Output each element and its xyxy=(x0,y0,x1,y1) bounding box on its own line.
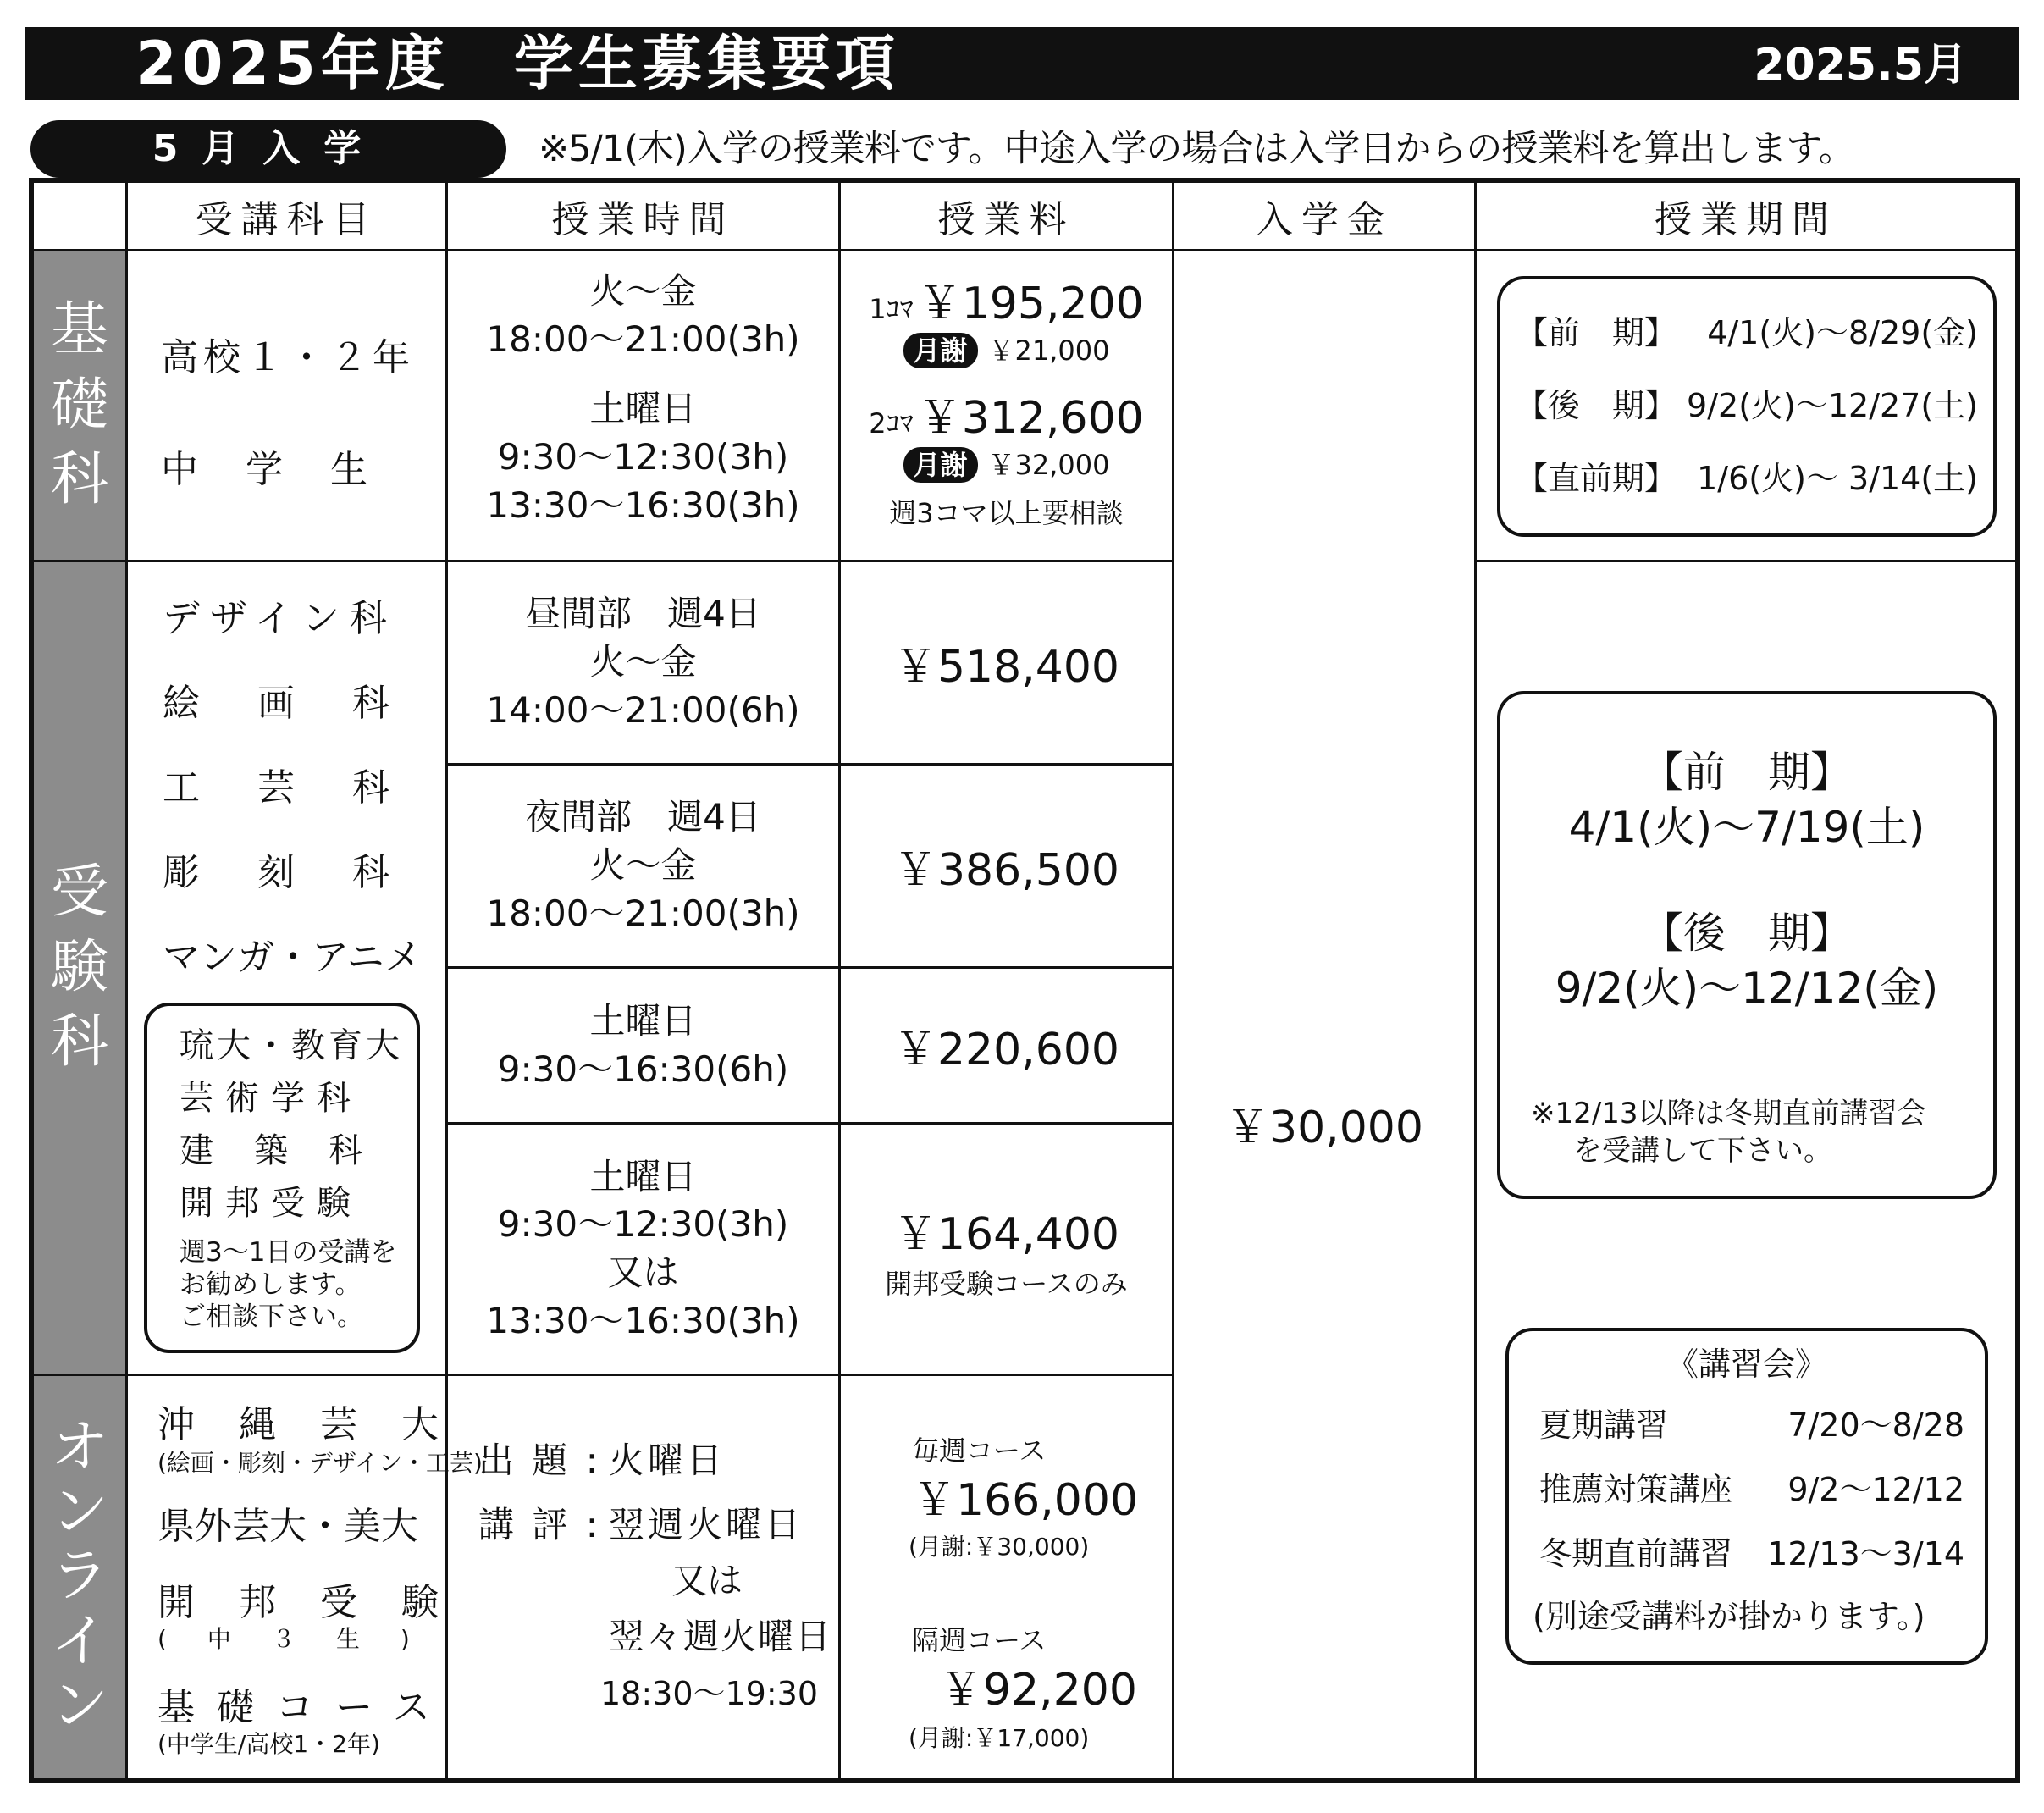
fee-saturday-half: ￥164,400 開邦受験コースのみ xyxy=(885,1208,1128,1300)
subject-kaiho-online: 開 邦 受 験 xyxy=(157,1581,442,1624)
subject-basic-online-sub: (中学生/高校1・2年) xyxy=(157,1730,380,1758)
header-bar xyxy=(25,27,2019,100)
sidebar-exam: 受 験 科 xyxy=(34,562,125,1374)
subject-basic-online: 基礎コース xyxy=(157,1686,452,1729)
subject-design: デザイン科 xyxy=(163,597,397,640)
online-fees: 毎週コース ￥166,000 (月謝:￥30,000) 隔週コース ￥92,200 (月謝:￥17,000) xyxy=(909,1434,1139,1752)
fee-2koma: ￥312,600 xyxy=(917,393,1144,444)
subject-manga-anime: マンガ・アニメ xyxy=(163,936,422,979)
basic-period-box: 【前 期】 4/1(火)～8/29(金) 【後 期】 9/2(火)～12/27(土) 【直前期】 1/6(火)～ 3/14(土) xyxy=(1497,276,1997,537)
fee-table xyxy=(29,178,2020,1783)
col-header-tuition: 授業料 xyxy=(937,198,1075,241)
col-header-period: 授業期間 xyxy=(1655,198,1837,241)
fee-saturday-full: ￥220,600 xyxy=(892,1025,1120,1075)
subject-craft: 工 芸 科 xyxy=(163,766,400,810)
sidebar-basic: 基 礎 科 xyxy=(34,251,125,560)
page-title: 2025年度 学生募集要項 xyxy=(135,29,900,98)
subject-sculpture: 彫 刻 科 xyxy=(163,851,400,894)
exam-time-day: 昼間部 週4日 火～金 14:00～21:00(6h) xyxy=(486,593,800,731)
online-schedule: 出 題 : 火曜日 講 評 : 翌週火曜日 又は 翌々週火曜日 18:30～19:30 xyxy=(478,1440,833,1712)
sidebar-online: オ ン ラ イ ン xyxy=(34,1376,125,1778)
fee-biweekly: ￥92,200 xyxy=(939,1665,1137,1716)
col-header-time: 授業時間 xyxy=(551,198,735,241)
basic-time: 火～金 18:00～21:00(3h) 土曜日 9:30～12:30(3h) 13:30～16:30(3h) xyxy=(486,270,800,526)
col-header-enrollment: 入学金 xyxy=(1256,198,1393,241)
exam-subject-box: 琉大・教育大 芸術学科 建 築 科 開邦受験 週3～1日の受講を お勧めします。 ご相談下さい。 xyxy=(144,1003,420,1353)
fee-weekly: ￥166,000 xyxy=(912,1475,1139,1526)
exam-time-saturday-full: 土曜日 9:30～16:30(6h) xyxy=(497,999,789,1090)
fee-1koma: ￥195,200 xyxy=(917,279,1144,329)
subject-outside-arts: 県外芸大・美大 xyxy=(157,1505,418,1548)
monthly-badge: 月謝 xyxy=(903,447,978,483)
subject-kaiho-online-sub: ( 中 ３ 生 ) xyxy=(157,1625,418,1653)
fee-day-course: ￥518,400 xyxy=(892,642,1120,693)
enrollment-fee: ￥30,000 xyxy=(1225,1102,1423,1153)
monthly-badge: 月謝 xyxy=(903,333,978,368)
subject-okinawa-arts-sub: (絵画・彫刻・デザイン・工芸) xyxy=(157,1449,483,1477)
exam-period-box: 【前 期】 4/1(火)～7/19(土) 【後 期】 9/2(火)～12/12(金) ※12/13以降は冬期直前講習会 を受講して下さい。 xyxy=(1497,691,1997,1199)
exam-time-night: 夜間部 週4日 火～金 18:00～21:00(3h) xyxy=(486,796,800,934)
fee-note: 週3コマ以上要相談 xyxy=(889,497,1124,529)
subject-painting: 絵 画 科 xyxy=(163,682,400,725)
exam-time-saturday-half: 土曜日 9:30～12:30(3h) 又は 13:30～16:30(3h) xyxy=(486,1155,800,1341)
subject-okinawa-arts: 沖 縄 芸 大 xyxy=(157,1403,442,1446)
intake-note: ※5/1(木)入学の授業料です。中途入学の場合は入学日からの授業料を算出します。 xyxy=(539,128,1854,170)
intake-badge: 5月入学 xyxy=(30,120,506,178)
issue-date: 2025.5月 xyxy=(1754,40,1968,91)
fee-night-course: ￥386,500 xyxy=(892,845,1120,896)
subject-high-school: 高校１・２年 xyxy=(161,336,415,379)
seminars-box: 《講習会》 夏期講習 7/20～8/28 推薦対策講座 9/2～12/12 冬期直前講習 12/13～3/14 (別途受講料が掛かります。) xyxy=(1505,1328,1988,1665)
subject-junior-high: 中 学 生 xyxy=(161,448,373,491)
col-header-subject: 受講科目 xyxy=(195,198,378,241)
basic-fees: 1ｺﾏ ￥195,200 月謝 ￥21,000 2ｺﾏ ￥312,600 月謝 ￥32,000 週3コマ以上要相談 xyxy=(869,279,1144,529)
